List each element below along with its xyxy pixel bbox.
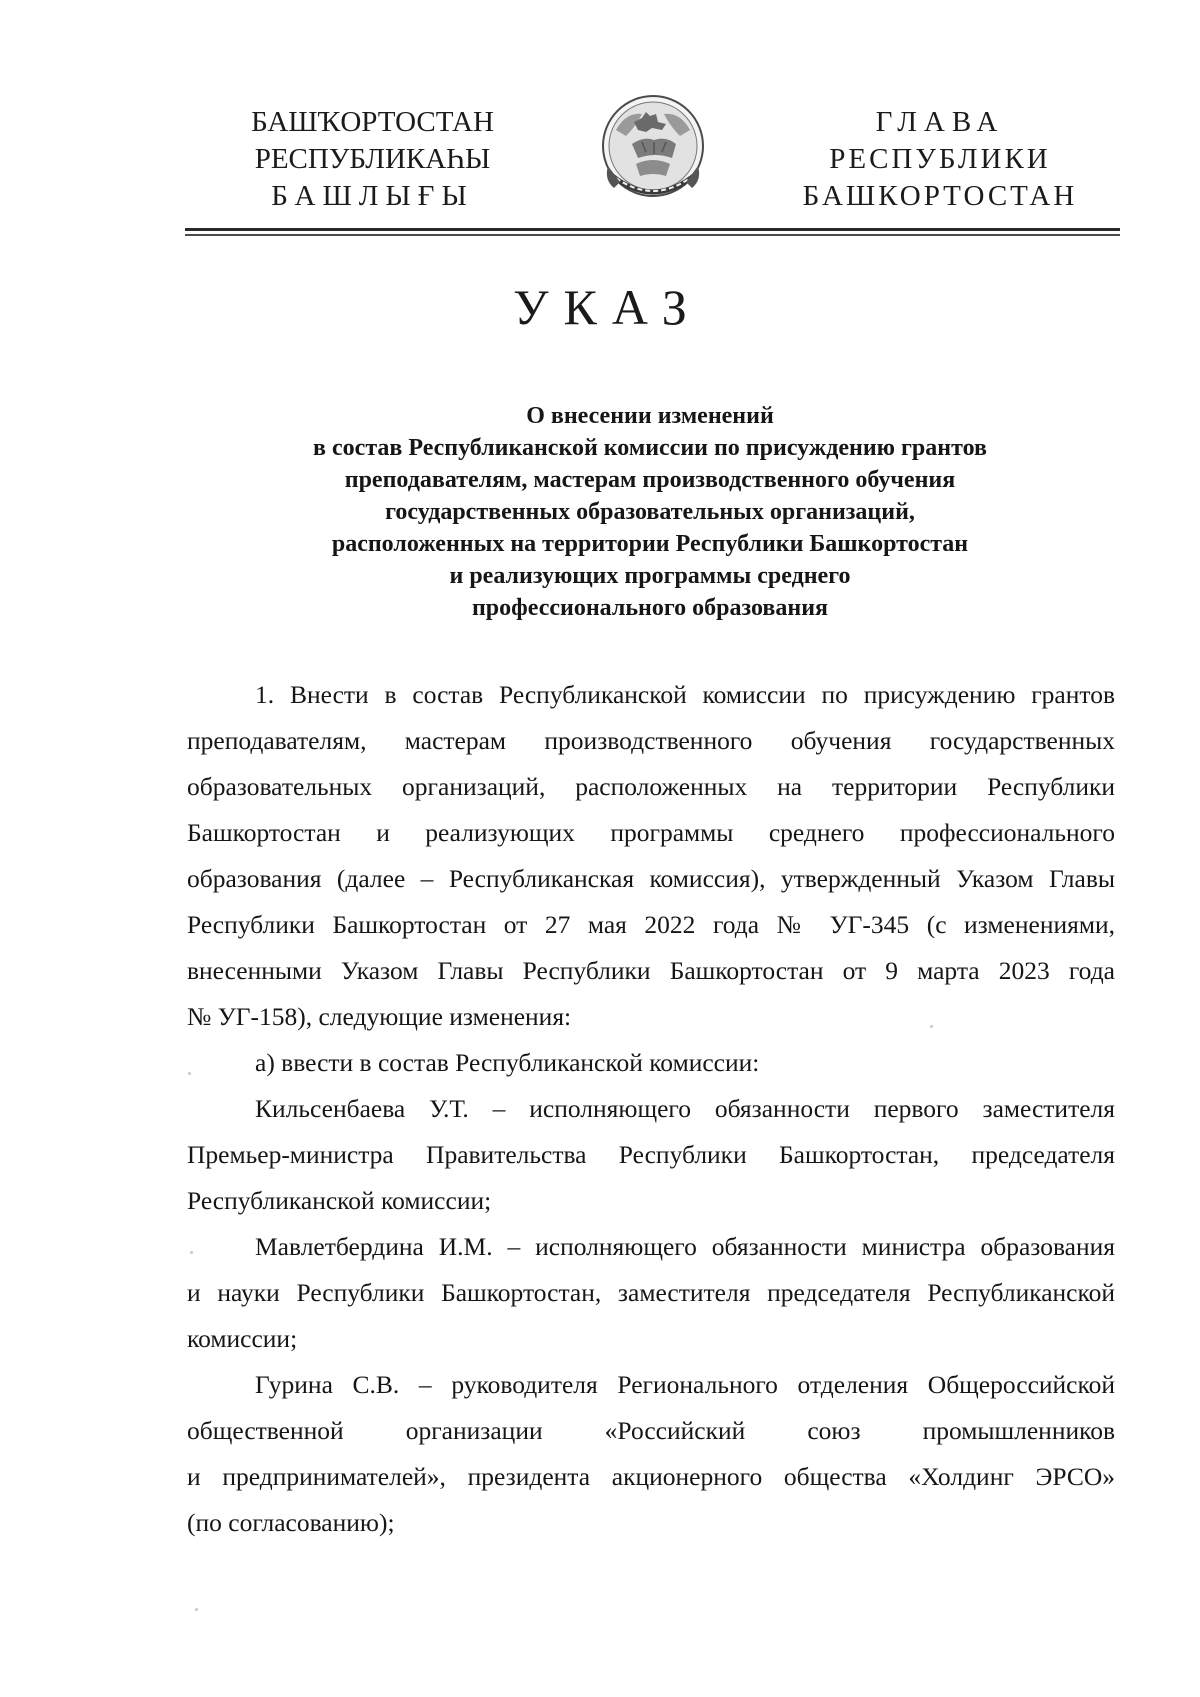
body-line: образовательных организаций, расположенных на территории Республики (187, 772, 1115, 801)
letterhead-right-line: БАШКОРТОСТАН (802, 180, 1078, 212)
body-line: Мавлетбердина И.М. – исполняющего обязанности министра образования (255, 1232, 1115, 1261)
document-subject (200, 400, 1100, 624)
body-line: внесенными Указом Главы Республики Башкортостан от 9 марта 2023 года (187, 956, 1115, 985)
document-type-heading: УКАЗ (513, 279, 702, 335)
letterhead-divider (185, 228, 1120, 231)
scan-speck (195, 1608, 198, 1611)
scan-speck (188, 1072, 191, 1075)
subject-line: преподавателям, мастерам производственного обучения (344, 467, 956, 493)
subject-line: государственных образовательных организаций, (385, 499, 915, 525)
letterhead-divider-secondary (185, 234, 1120, 236)
document-body (187, 672, 1115, 1546)
body-line: общественной организации «Российский союз промышленников (187, 1416, 1115, 1445)
body-line: а) ввести в состав Республиканской комиссии: (255, 1048, 760, 1077)
body-line: № УГ-158), следующие изменения: (187, 1002, 572, 1031)
body-line: Премьер-министра Правительства Республики Башкортостан, председателя (187, 1140, 1115, 1169)
coat-of-arms-emblem (596, 92, 711, 212)
body-line: Республики Башкортостан от 27 мая 2022 года № УГ-345 (с изменениями, (187, 910, 1115, 939)
body-line: и предпринимателей», президента акционерного общества «Холдинг ЭРСО» (187, 1462, 1115, 1491)
letterhead-bashkir (205, 104, 540, 215)
letterhead-russian (770, 104, 1110, 215)
body-line: (по согласованию); (187, 1508, 395, 1537)
body-line: образования (далее – Республиканская комиссия), утвержденный Указом Главы (187, 864, 1115, 893)
letterhead-left-line: РЕСПУБЛИКАҺЫ (254, 143, 491, 175)
letterhead-right-line: РЕСПУБЛИКИ (829, 143, 1051, 175)
body-line: и науки Республики Башкортостан, заместителя председателя Республиканской (187, 1278, 1115, 1307)
letterhead-left-line: БАШҠОРТОСТАН (251, 106, 494, 138)
scan-speck (930, 1025, 933, 1028)
scan-speck (190, 1251, 193, 1254)
body-line: комиссии; (187, 1324, 298, 1353)
letterhead-right-line: ГЛАВА (875, 106, 1005, 138)
subject-line: О внесении изменений (526, 403, 774, 429)
body-line: преподавателям, мастерам производственного обучения государственных (187, 726, 1115, 755)
body-line: Республиканской комиссии; (187, 1186, 492, 1215)
body-line: Кильсенбаева У.Т. – исполняющего обязанности первого заместителя (255, 1094, 1115, 1123)
subject-line: в состав Республиканской комиссии по присуждению грантов (313, 435, 987, 461)
body-line: Башкортостан и реализующих программы среднего профессионального (187, 818, 1115, 847)
subject-line: и реализующих программы среднего (449, 563, 851, 589)
subject-line: профессионального образования (471, 595, 829, 621)
subject-line: расположенных на территории Республики Башкортостан (331, 531, 969, 557)
body-line: Гурина С.В. – руководителя Регионального отделения Общероссийской (255, 1370, 1115, 1399)
letterhead-left-line: БАШЛЫҒЫ (271, 180, 474, 212)
body-line: 1. Внести в состав Республиканской комиссии по присуждению грантов (255, 680, 1115, 709)
